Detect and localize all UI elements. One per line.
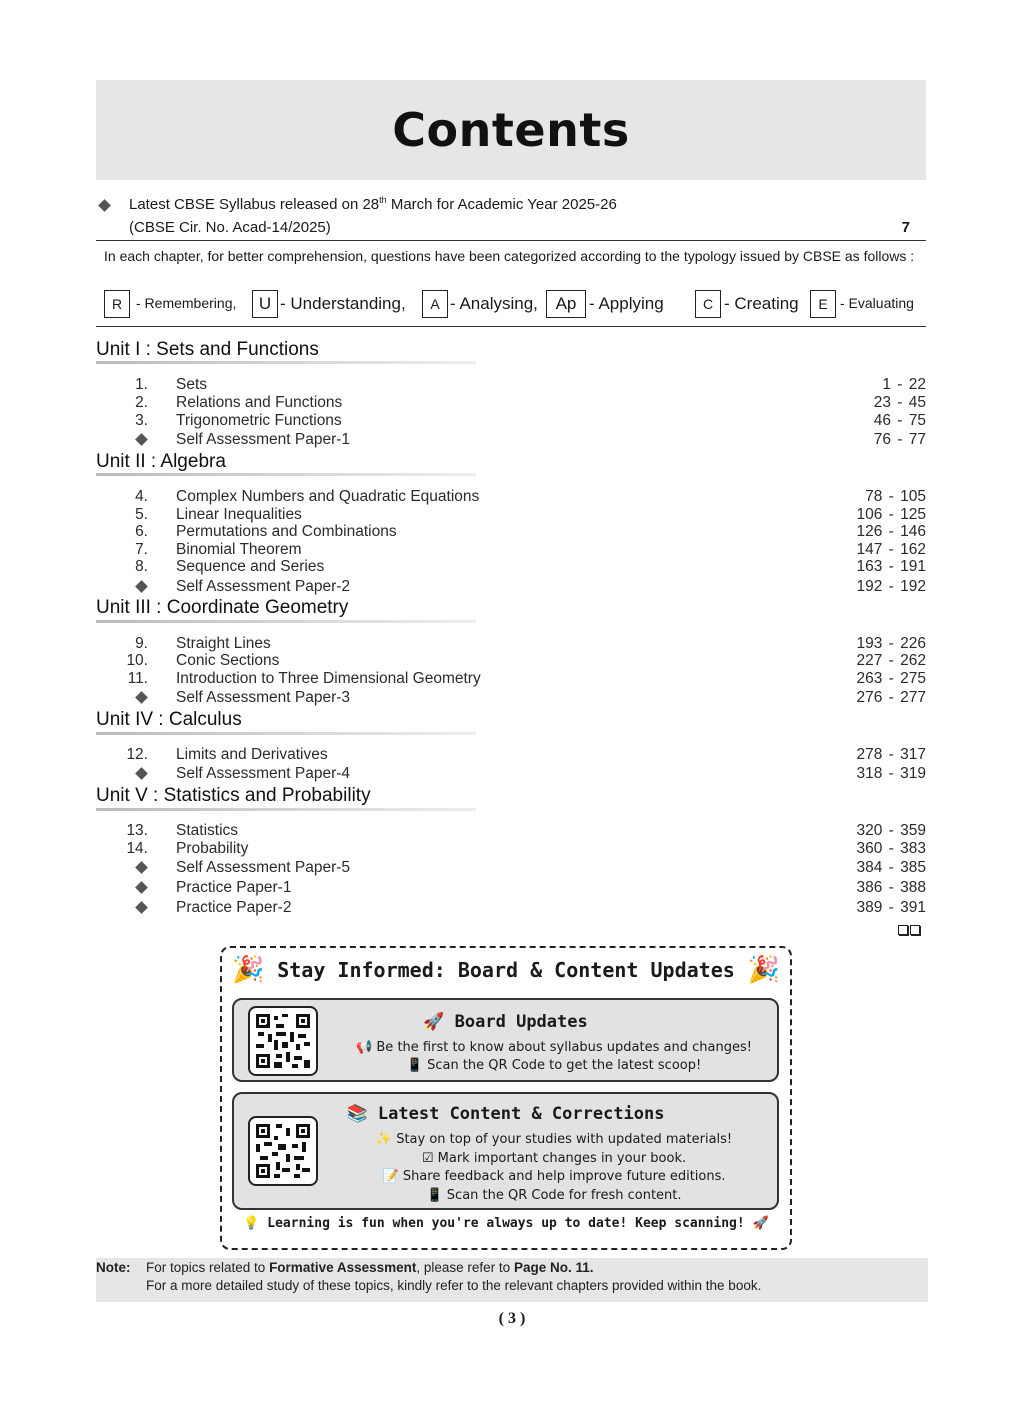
chapter-number: 12. [126, 746, 148, 763]
chapter-number: 11. [127, 670, 148, 687]
chapter-number: 8. [135, 558, 148, 575]
toc-row[interactable] [96, 899, 926, 917]
chapter-name: Relations and Functions [176, 394, 343, 411]
chapter-number: 2. [135, 394, 148, 411]
chapter-name: Practice Paper-1 [176, 879, 292, 896]
qr-code-icon[interactable] [248, 1116, 318, 1186]
toc-row[interactable] [96, 670, 926, 688]
chapter-name: Practice Paper-2 [176, 899, 292, 916]
legend-label-a: - Analysing, [450, 294, 538, 313]
page-range: 276 - 277 [856, 689, 926, 706]
page-range: 318 - 319 [856, 765, 926, 782]
toc-row[interactable] [96, 431, 926, 449]
page-range: 263 - 275 [856, 670, 926, 687]
toc-row[interactable] [96, 578, 926, 596]
unit-title: Unit V : Statistics and Probability [96, 785, 371, 806]
note-line: For a more detailed study of these topics, kindly refer to the relevant chapters provided within the book. [146, 1278, 762, 1293]
legend-code-e: E [810, 290, 836, 318]
page-range: 76 - 77 [873, 431, 926, 448]
diamond-bullet-icon [135, 767, 148, 780]
content-updates-line: ✨ Stay on top of your studies with updated materials! [375, 1132, 733, 1147]
chapter-number: 3. [135, 412, 148, 429]
diamond-bullet-icon [135, 881, 148, 894]
chapter-number: 9. [135, 635, 148, 652]
typology-text: In each chapter, for better comprehension, questions have been categorized according to the typology issued by CBSE as follows : [104, 248, 915, 264]
legend-label-e: - Evaluating [840, 295, 914, 311]
unit-title: Unit II : Algebra [96, 451, 226, 472]
title-banner [96, 80, 926, 180]
party-popper-icon: 🎉 [747, 954, 780, 984]
checkbox-icon: ☑ [421, 1151, 434, 1166]
chapter-name: Sets [176, 376, 208, 393]
legend-label-ap: - Applying [589, 294, 664, 313]
divider [96, 326, 926, 327]
divider [96, 240, 926, 241]
note-line: For topics related to Formative Assessment, please refer to Page No. 11. [146, 1260, 594, 1275]
unit-rule [96, 473, 476, 476]
page-range: 193 - 226 [856, 635, 926, 652]
chapter-name: Binomial Theorem [176, 541, 302, 558]
note-label: Note: [96, 1260, 131, 1275]
toc-row[interactable] [96, 859, 926, 877]
board-updates-title: 🚀 Board Updates [423, 1012, 588, 1032]
toc-row[interactable] [96, 412, 926, 430]
toc-row[interactable] [96, 840, 926, 858]
diamond-bullet-icon [98, 199, 111, 212]
diamond-bullet-icon [135, 691, 148, 704]
page-range: 278 - 317 [856, 746, 926, 763]
chapter-name: Statistics [176, 822, 239, 839]
page-range: 192 - 192 [856, 578, 926, 595]
legend-label-c: - Creating [724, 294, 799, 313]
board-updates-line: 📢 Be the first to know about syllabus updates and changes! [356, 1040, 752, 1055]
rocket-icon: 🚀 [423, 1012, 445, 1032]
end-mark-icon [898, 922, 922, 940]
page-range: 384 - 385 [856, 859, 926, 876]
typology-legend [104, 290, 926, 320]
sparkles-icon: ✨ [375, 1132, 393, 1147]
toc-row[interactable] [96, 523, 926, 541]
chapter-name: Complex Numbers and Quadratic Equations [176, 488, 480, 505]
toc-row[interactable] [96, 689, 926, 707]
page-range: 360 - 383 [856, 840, 926, 857]
chapter-number: 10. [126, 652, 148, 669]
chapter-name: Self Assessment Paper-4 [176, 765, 351, 782]
legend-code-ap: Ap [546, 290, 586, 318]
toc-row[interactable] [96, 558, 926, 576]
phone-icon: 📱 [406, 1058, 423, 1073]
chapter-number: 6. [135, 523, 148, 540]
updates-heading: Stay Informed: Board & Content Updates [277, 958, 735, 982]
page-range: 389 - 391 [856, 899, 926, 916]
toc-row[interactable] [96, 488, 926, 506]
updates-box [220, 946, 792, 1250]
unit-rule [96, 808, 476, 811]
unit-rule [96, 361, 476, 364]
unit-title: Unit IV : Calculus [96, 709, 242, 730]
chapter-name: Limits and Derivatives [176, 746, 328, 763]
page-range: 147 - 162 [856, 541, 926, 558]
toc-row[interactable] [96, 541, 926, 559]
chapter-number: 1. [135, 376, 148, 393]
page-range: 46 - 75 [873, 412, 926, 429]
chapter-name: Self Assessment Paper-2 [176, 578, 351, 595]
content-updates-line: 📱 Scan the QR Code for fresh content. [426, 1188, 682, 1203]
phone-icon: 📱 [426, 1188, 443, 1203]
books-icon: 📚 [346, 1104, 368, 1124]
chapter-name: Introduction to Three Dimensional Geometry [176, 670, 481, 687]
legend-code-r: R [104, 290, 130, 318]
content-updates-title: 📚 Latest Content & Corrections [346, 1104, 665, 1124]
memo-icon: 📝 [382, 1169, 399, 1184]
page-title: Contents [392, 103, 630, 157]
page-range: 1 - 22 [882, 376, 926, 393]
diamond-bullet-icon [135, 580, 148, 593]
chapter-name: Sequence and Series [176, 558, 325, 575]
content-updates-line: ☑ Mark important changes in your book. [421, 1151, 687, 1166]
chapter-number: 13. [126, 822, 148, 839]
legend-code-a: A [422, 290, 448, 318]
page-range: 23 - 45 [873, 394, 926, 411]
chapter-name: Probability [176, 840, 249, 857]
chapter-name: Self Assessment Paper-1 [176, 431, 351, 448]
chapter-number: 4. [135, 488, 148, 505]
chapter-name: Self Assessment Paper-5 [176, 859, 351, 876]
syllabus-page: 7 [901, 219, 910, 236]
content-updates-panel [232, 1092, 779, 1210]
lightbulb-icon: 💡 [243, 1216, 260, 1231]
toc-row[interactable] [96, 394, 926, 412]
page-range: 386 - 388 [856, 879, 926, 896]
syllabus-circular: (CBSE Cir. No. Acad-14/2025) [129, 219, 331, 236]
diamond-bullet-icon [135, 433, 148, 446]
toc-row[interactable] [96, 635, 926, 653]
note-box [96, 1258, 928, 1302]
page-range: 320 - 359 [856, 822, 926, 839]
toc-row[interactable] [96, 822, 926, 840]
page-range: 227 - 262 [856, 652, 926, 669]
updates-footer: 💡 Learning is fun when you're always up to date! Keep scanning! 🚀 [243, 1216, 769, 1231]
syllabus-line: Latest CBSE Syllabus released on 28th March for Academic Year 2025-26 [129, 195, 617, 213]
chapter-number: 5. [135, 506, 148, 523]
board-updates-panel [232, 998, 779, 1082]
chapter-name: Self Assessment Paper-3 [176, 689, 351, 706]
chapter-name: Conic Sections [176, 652, 280, 669]
page-range: 126 - 146 [856, 523, 926, 540]
page-range: 78 - 105 [865, 488, 926, 505]
toc-row[interactable] [96, 652, 926, 670]
chapter-name: Straight Lines [176, 635, 271, 652]
page-range: 106 - 125 [856, 506, 926, 523]
unit-title: Unit III : Coordinate Geometry [96, 597, 349, 618]
page-range: 163 - 191 [856, 558, 926, 575]
diamond-bullet-icon [135, 901, 148, 914]
megaphone-icon: 📢 [356, 1040, 373, 1055]
toc-row[interactable] [96, 879, 926, 897]
toc-row[interactable] [96, 506, 926, 524]
content-updates-line: 📝 Share feedback and help improve future editions. [382, 1169, 726, 1184]
chapter-name: Linear Inequalities [176, 506, 302, 523]
chapter-number: 14. [126, 840, 148, 857]
legend-label-r: - Remembering, [136, 295, 237, 311]
chapter-name: Trigonometric Functions [176, 412, 342, 429]
chapter-number: 7. [135, 541, 148, 558]
page-number: ( 3 ) [498, 1310, 526, 1327]
chapter-name: Permutations and Combinations [176, 523, 397, 540]
legend-code-c: C [695, 290, 721, 318]
rocket-icon: 🚀 [752, 1216, 769, 1231]
legend-code-u: U [252, 290, 278, 318]
toc-row[interactable] [96, 746, 926, 764]
board-updates-line: 📱 Scan the QR Code to get the latest scoop! [406, 1058, 702, 1073]
toc-row[interactable] [96, 765, 926, 783]
party-popper-icon: 🎉 [232, 954, 265, 984]
diamond-bullet-icon [135, 861, 148, 874]
unit-rule [96, 620, 476, 623]
legend-label-u: - Understanding, [280, 294, 406, 313]
toc-row[interactable] [96, 376, 926, 394]
unit-rule [96, 732, 476, 735]
unit-title: Unit I : Sets and Functions [96, 339, 319, 360]
